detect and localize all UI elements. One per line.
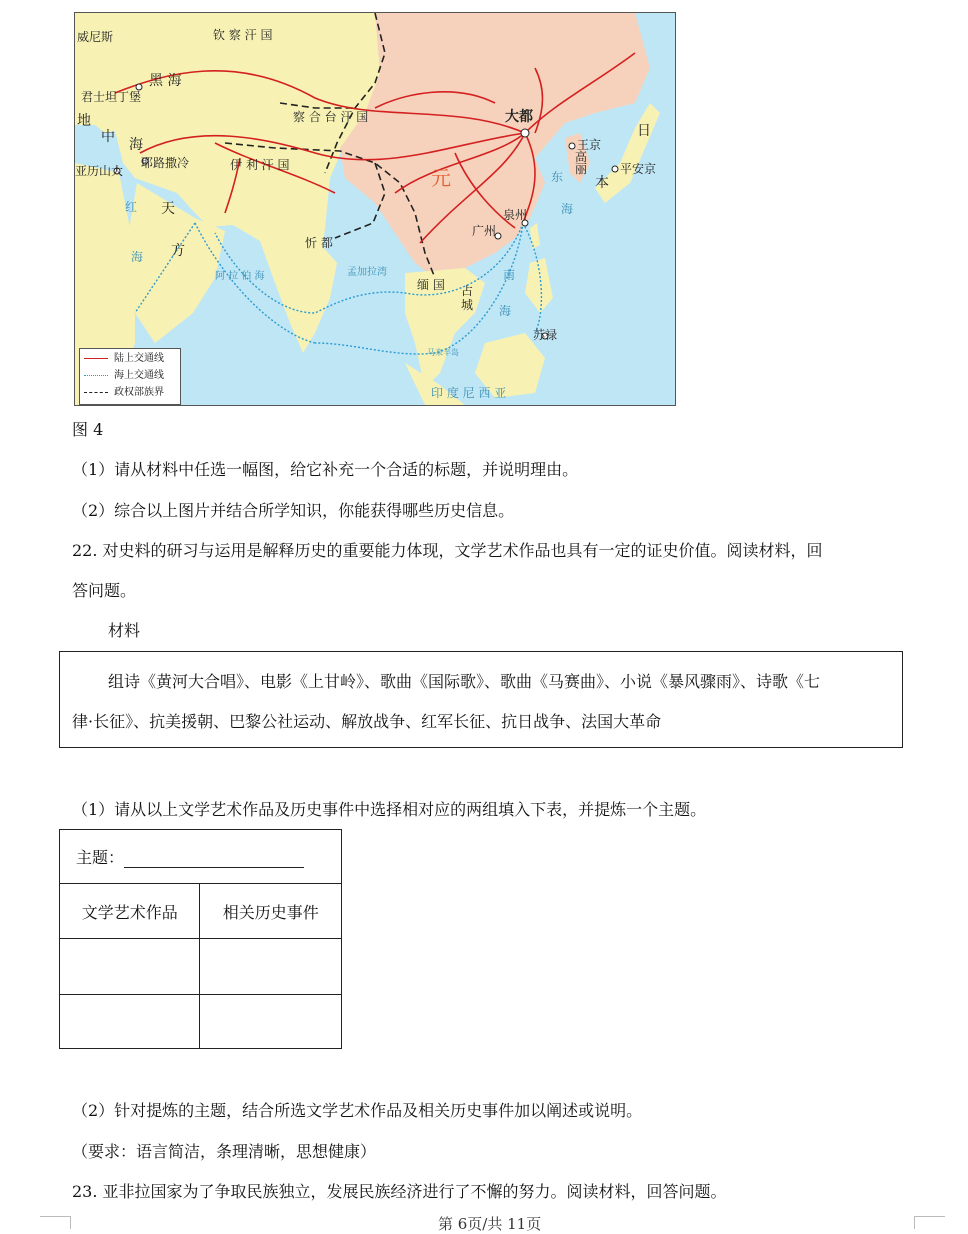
material-box: [59, 651, 903, 748]
label-south-sea-a: 南: [503, 268, 516, 282]
theme-cell[interactable]: [60, 830, 342, 884]
question-22-line2: 答问题。: [72, 581, 137, 600]
label-ilkhanate: 伊 利 汗 国: [230, 158, 290, 172]
answer-cell-r1c2[interactable]: [200, 939, 342, 995]
label-sulu: 苏禄: [533, 328, 558, 342]
label-yuan: 元: [431, 166, 451, 190]
label-guangzhou: 广州: [472, 224, 497, 238]
label-indonesia: 印 度 尼 西 亚: [431, 386, 507, 400]
label-champa-a: 占: [461, 284, 474, 298]
label-japan-b: 本: [595, 175, 609, 191]
label-east-sea: 东: [551, 170, 564, 184]
question-2: （2）综合以上图片并结合所学知识，你能获得哪些历史信息。: [72, 501, 515, 520]
legend-land: [84, 352, 164, 366]
map-canvas: [75, 13, 675, 405]
legend-sea: [84, 369, 164, 383]
philippines: [525, 258, 553, 313]
sub-question-1: （1）请从以上文学艺术作品及历史事件中选择相对应的两组填入下表，并提炼一个主题。: [72, 800, 707, 819]
yuan-landmass: [340, 13, 650, 278]
figure-caption: 图 4: [72, 420, 104, 439]
yuan-trade-map: [74, 12, 676, 406]
legend-border: [84, 386, 164, 400]
label-mediterranean-a: 地: [77, 113, 91, 129]
material-label: 材料: [108, 621, 141, 640]
sea-route-swatch: [84, 375, 108, 376]
border-swatch: [84, 392, 108, 393]
label-tianfang-a: 天: [161, 201, 175, 217]
label-south-sea-b: 海: [499, 304, 512, 318]
label-mediterranean-b: 中: [101, 129, 115, 145]
land-route-swatch: [84, 358, 108, 359]
label-jerusalem: 耶路撒冷: [141, 156, 190, 170]
legend-sea-label: 海上交通线: [114, 370, 164, 381]
india: [260, 238, 337, 353]
theme-blank[interactable]: [124, 867, 304, 868]
label-mian: 缅 国: [417, 278, 445, 292]
map-legend: [79, 348, 181, 405]
footer-corner-left: [40, 1216, 71, 1229]
col-header-works: 文学艺术作品: [60, 884, 200, 939]
question-22-line1: 22. 对史料的研习与运用是解释历史的重要能力体现，文学艺术作品也具有一定的证史价值。阅读材料，回: [72, 541, 823, 560]
label-chagatai: 察 合 台 汗 国: [293, 110, 369, 124]
label-constantinople: 君士坦丁堡: [81, 90, 142, 104]
label-venice: 威尼斯: [77, 30, 114, 44]
label-heiankyo: 平安京: [620, 162, 657, 176]
label-black-sea: 黑 海: [149, 73, 182, 89]
legend-border-label: 政权部族界: [114, 387, 164, 398]
answer-cell-r2c2[interactable]: [200, 995, 342, 1049]
label-red-sea-c: 海: [131, 250, 144, 264]
question-1: （1）请从材料中任选一幅图，给它补充一个合适的标题，并说明理由。: [72, 460, 579, 479]
label-east-sea-b: 海: [561, 202, 574, 216]
label-quanzhou: 泉州: [503, 208, 528, 222]
material-line1: 组诗《黄河大合唱》、电影《上甘岭》、歌曲《国际歌》、歌曲《马赛曲》、小说《暴风骤雨》、诗歌《七: [108, 672, 821, 691]
label-wangjing: 王京: [577, 138, 602, 152]
answer-table: [59, 829, 342, 1049]
label-red-sea-a: 红: [125, 200, 138, 214]
label-delhi: 忻 都: [305, 236, 333, 250]
label-tianfang-b: 方: [171, 243, 185, 259]
material-line2: 律·长征》、抗美援朝、巴黎公社运动、解放战争、红军长征、抗日战争、法国大革命: [72, 712, 662, 731]
label-arabian-sea: 阿 拉 伯 海: [215, 271, 265, 282]
label-champa-b: 城: [461, 298, 474, 312]
label-dadu: 大都: [505, 109, 533, 125]
question-23: 23. 亚非拉国家为了争取民族独立，发展民族经济进行了不懈的努力。阅读材料，回答问题。: [72, 1182, 727, 1201]
label-mediterranean-c: 海: [129, 137, 143, 153]
answer-cell-r1c1[interactable]: [60, 939, 200, 995]
theme-label: 主题：: [76, 848, 125, 867]
label-bay-bengal: 孟加拉湾: [347, 267, 387, 278]
requirement: （要求：语言简洁，条理清晰，思想健康）: [72, 1142, 377, 1161]
footer-corner-right: [914, 1216, 945, 1229]
label-alexandria: 亚历山大: [75, 164, 124, 178]
taiwan: [530, 223, 540, 249]
page-footer: 第 6页/共 11页: [438, 1215, 542, 1233]
label-kipchak: 钦 察 汗 国: [213, 28, 273, 42]
label-goryeo-b: 丽: [575, 162, 588, 176]
col-header-events: 相关历史事件: [200, 884, 342, 939]
label-goryeo-a: 高: [575, 150, 588, 164]
legend-land-label: 陆上交通线: [114, 353, 164, 364]
label-malay: 马来半岛: [427, 348, 459, 357]
sub-question-2: （2）针对提炼的主题，结合所选文学艺术作品及相关历史事件加以阐述或说明。: [72, 1101, 643, 1120]
label-japan-a: 日: [637, 123, 651, 139]
answer-cell-r2c1[interactable]: [60, 995, 200, 1049]
